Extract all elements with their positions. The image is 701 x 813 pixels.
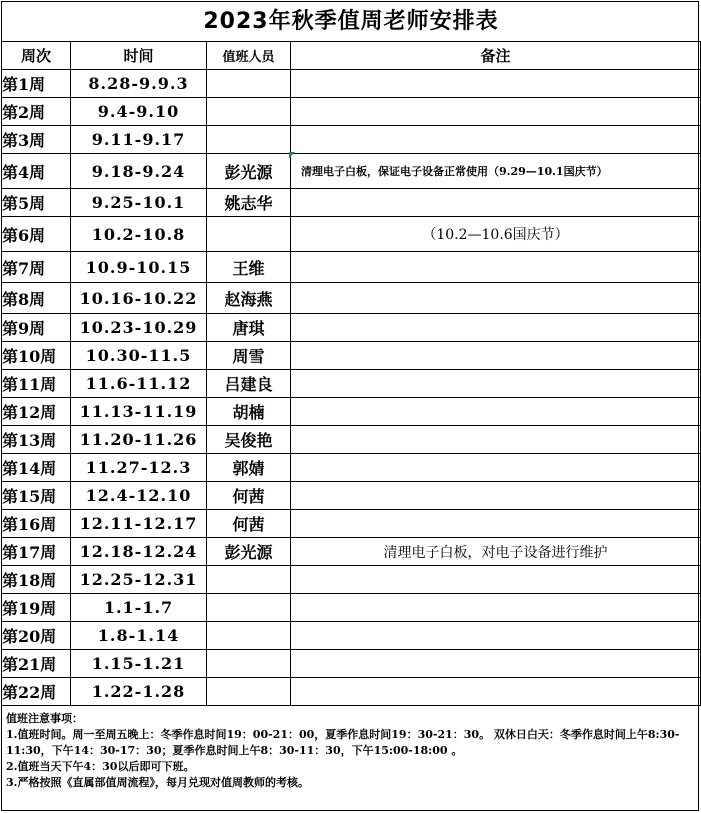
- table-row: [2, 314, 701, 342]
- table-row: [2, 217, 701, 252]
- time-cell: 11.6-11.12: [71, 370, 207, 398]
- time-cell: 10.30-11.5: [71, 342, 207, 370]
- time-cell: 10.9-10.15: [71, 252, 207, 283]
- note-cell: 清理电子白板，对电子设备进行维护: [291, 538, 701, 566]
- duty-notes: [2, 706, 698, 791]
- duty-cell: [207, 126, 291, 154]
- time-cell: 12.25-12.31: [71, 566, 207, 594]
- week-cell: 第20周: [2, 622, 71, 650]
- duty-cell: 吕建良: [207, 370, 291, 398]
- note-cell: 清理电子白板，保证电子设备正常使用（9.29—10.1国庆节）: [291, 154, 701, 189]
- week-cell: 第6周: [2, 217, 71, 252]
- note-cell: [291, 314, 701, 342]
- note-cell: [291, 566, 701, 594]
- table-row: [2, 283, 701, 314]
- schedule-sheet: [1, 1, 699, 811]
- duty-cell: [207, 566, 291, 594]
- week-cell: 第17周: [2, 538, 71, 566]
- week-cell: 第13周: [2, 426, 71, 454]
- duty-cell: 彭光源: [207, 538, 291, 566]
- time-cell: 10.2-10.8: [71, 217, 207, 252]
- note-cell: [291, 283, 701, 314]
- table-row: [2, 510, 701, 538]
- table-row: [2, 454, 701, 482]
- table-row: [2, 482, 701, 510]
- week-cell: 第14周: [2, 454, 71, 482]
- note-cell: [291, 370, 701, 398]
- week-cell: 第3周: [2, 126, 71, 154]
- page-title: 2023年秋季值周老师安排表: [2, 2, 700, 42]
- duty-cell: 周雪: [207, 342, 291, 370]
- week-cell: 第9周: [2, 314, 71, 342]
- time-cell: 10.23-10.29: [71, 314, 207, 342]
- week-cell: 第4周: [2, 154, 71, 189]
- table-row: [2, 126, 701, 154]
- note-cell: [291, 98, 701, 126]
- note-cell: [291, 342, 701, 370]
- time-cell: 11.27-12.3: [71, 454, 207, 482]
- time-cell: 9.25-10.1: [71, 189, 207, 217]
- time-cell: 9.11-9.17: [71, 126, 207, 154]
- week-cell: 第22周: [2, 678, 71, 706]
- notes-item-2: 2.值班当天下午4：30以后即可下班。: [6, 760, 195, 773]
- time-cell: 11.13-11.19: [71, 398, 207, 426]
- table-row: [2, 252, 701, 283]
- cell-comment-marker-icon: [289, 152, 295, 158]
- duty-cell: [207, 98, 291, 126]
- note-cell: （10.2—10.6国庆节）: [291, 217, 701, 252]
- note-cell: [291, 426, 701, 454]
- table-row: [2, 342, 701, 370]
- note-cell: [291, 189, 701, 217]
- week-cell: 第10周: [2, 342, 71, 370]
- time-cell: 11.20-11.26: [71, 426, 207, 454]
- duty-cell: 彭光源: [207, 154, 291, 189]
- note-cell: [291, 678, 701, 706]
- note-cell: [291, 482, 701, 510]
- time-cell: 12.11-12.17: [71, 510, 207, 538]
- header-time: 时间: [71, 42, 207, 70]
- table-row: [2, 622, 701, 650]
- week-cell: 第8周: [2, 283, 71, 314]
- duty-cell: [207, 650, 291, 678]
- note-cell: [291, 594, 701, 622]
- duty-cell: [207, 594, 291, 622]
- note-cell: [291, 622, 701, 650]
- table-row: [2, 538, 701, 566]
- duty-cell: 吴俊艳: [207, 426, 291, 454]
- schedule-table: [1, 41, 701, 706]
- table-row: [2, 98, 701, 126]
- table-row: [2, 650, 701, 678]
- time-cell: 1.15-1.21: [71, 650, 207, 678]
- note-cell: [291, 650, 701, 678]
- duty-cell: 胡楠: [207, 398, 291, 426]
- duty-cell: [207, 217, 291, 252]
- time-cell: 9.18-9.24: [71, 154, 207, 189]
- note-cell: [291, 510, 701, 538]
- note-cell: [291, 70, 701, 98]
- time-cell: 8.28-9.9.3: [71, 70, 207, 98]
- week-cell: 第19周: [2, 594, 71, 622]
- time-cell: 12.4-12.10: [71, 482, 207, 510]
- table-row: [2, 566, 701, 594]
- table-row: [2, 70, 701, 98]
- week-cell: 第15周: [2, 482, 71, 510]
- note-cell: [291, 126, 701, 154]
- time-cell: 1.22-1.28: [71, 678, 207, 706]
- week-cell: 第1周: [2, 70, 71, 98]
- duty-cell: 王维: [207, 252, 291, 283]
- duty-cell: 赵海燕: [207, 283, 291, 314]
- notes-heading: 值班注意事项：: [6, 712, 83, 725]
- time-cell: 9.4-9.10: [71, 98, 207, 126]
- table-row: [2, 678, 701, 706]
- note-cell: [291, 454, 701, 482]
- notes-item-3: 3.严格按照《直属部值周流程》，每月兑现对值周教师的考核。: [6, 776, 309, 789]
- table-header-row: [2, 42, 701, 70]
- week-cell: 第12周: [2, 398, 71, 426]
- week-cell: 第5周: [2, 189, 71, 217]
- week-cell: 第7周: [2, 252, 71, 283]
- duty-cell: 唐琪: [207, 314, 291, 342]
- notes-item-1: 1.值班时间。周一至周五晚上：冬季作息时间19：00-21：00，夏季作息时间19：30-21：30。 双休日白天：冬季作息时间上午8:30-11:30，下午14：30-17：30；夏季作息时间上午8：30-11：30，下午15:00-18:00 。: [6, 728, 680, 757]
- duty-cell: 郭婧: [207, 454, 291, 482]
- table-row: [2, 154, 701, 189]
- table-row: [2, 426, 701, 454]
- duty-cell: [207, 622, 291, 650]
- note-cell: [291, 398, 701, 426]
- time-cell: 12.18-12.24: [71, 538, 207, 566]
- time-cell: 10.16-10.22: [71, 283, 207, 314]
- table-row: [2, 594, 701, 622]
- duty-cell: [207, 678, 291, 706]
- week-cell: 第11周: [2, 370, 71, 398]
- duty-cell: 何茜: [207, 482, 291, 510]
- week-cell: 第18周: [2, 566, 71, 594]
- table-row: [2, 189, 701, 217]
- table-row: [2, 398, 701, 426]
- duty-cell: 姚志华: [207, 189, 291, 217]
- week-cell: 第2周: [2, 98, 71, 126]
- time-cell: 1.8-1.14: [71, 622, 207, 650]
- week-cell: 第21周: [2, 650, 71, 678]
- note-cell: [291, 252, 701, 283]
- time-cell: 1.1-1.7: [71, 594, 207, 622]
- duty-cell: [207, 70, 291, 98]
- header-week: 周次: [2, 42, 71, 70]
- table-row: [2, 370, 701, 398]
- week-cell: 第16周: [2, 510, 71, 538]
- table-body: [2, 70, 701, 706]
- header-duty: 值班人员: [207, 42, 291, 70]
- duty-cell: 何茜: [207, 510, 291, 538]
- header-note: 备注: [291, 42, 701, 70]
